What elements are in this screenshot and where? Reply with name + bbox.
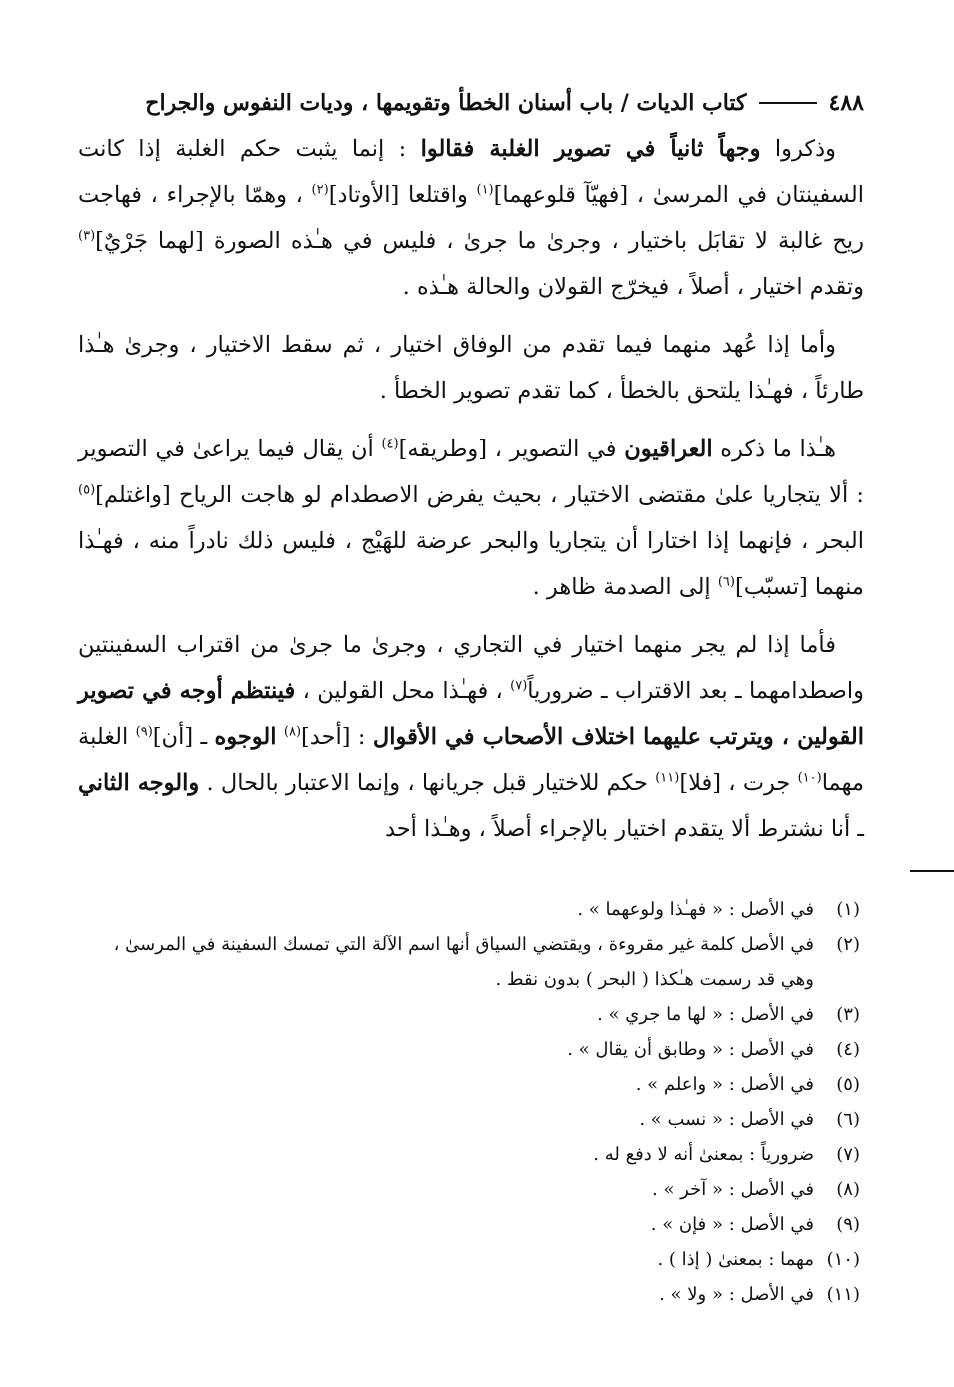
p4-text-h: الغلبة مهما [78, 724, 864, 796]
p1-text-e: ، وهمّا بالإجراء ، فهاجت ريح غالبة لا تقابَل باختيار ، وجرىٰ ما جرىٰ ، فليس في هـٰذه الصورة [لهما جَرْيٌ] [78, 182, 864, 254]
footnote-ref-3: (٣) [78, 228, 96, 244]
paragraph-1 [78, 126, 864, 310]
p1-text-d: واقتلعا [الأوتاد] [328, 182, 477, 208]
footnote-text: في الأصل : « وطابق أن يقال » . [567, 1039, 814, 1060]
footnote [78, 1067, 864, 1102]
footnote-ref-11: (١١) [655, 770, 680, 786]
p1-text-a: وذكروا [760, 136, 836, 162]
footnote [78, 1172, 864, 1207]
footnote-number: (٨) [836, 1179, 860, 1200]
footnote-ref-6: (٦) [717, 574, 735, 590]
running-header [78, 80, 864, 126]
page-number: ٤٨٨ [828, 90, 864, 116]
p3-text-d: أن يقال فيما يراعىٰ في التصوير : ألا يتجاريا علىٰ مقتضى الاختيار ، بحيث يفرض الاصطدام لو هاجت الرياح [واغتلم] [78, 436, 864, 508]
footnote [78, 1242, 864, 1277]
footnote [78, 1102, 864, 1137]
header-title: كتاب الديات / باب أسنان الخطأ وتقويمها ، وديات النفوس والجراح [145, 90, 747, 116]
footnote [78, 997, 864, 1032]
footnote-text: في الأصل : « فإن » . [650, 1214, 814, 1235]
footnote-number: (٤) [836, 1039, 860, 1060]
footnote [78, 927, 864, 997]
footnote-ref-4: (٤) [381, 436, 399, 452]
footnote-ref-7: (٧) [510, 678, 528, 694]
footnotes [78, 892, 864, 1312]
paragraph-4 [78, 622, 864, 852]
footnote [78, 1277, 864, 1312]
footnote-number: (٢) [836, 934, 860, 955]
p3-bold: العراقيون [624, 436, 713, 462]
footnote-ref-8: (٨) [283, 724, 302, 740]
footnote-text: في الأصل : « نسب » . [639, 1109, 814, 1130]
footnote-number: (٣) [836, 1004, 860, 1025]
footnote-ref-10: (١٠) [797, 770, 822, 786]
footnote-number: (٩) [836, 1214, 860, 1235]
footnote-text: مهما : بمعنىٰ ( إذا ) . [657, 1249, 814, 1270]
footnote-ref-9: (٩) [135, 724, 153, 740]
footnote [78, 892, 864, 927]
p4-bold-c: فينتظم أوجه في تصوير القولين ، ويترتب عليهما اختلاف الأصحاب في الأقوال [78, 678, 864, 750]
footnote-number: (١٠) [826, 1249, 860, 1270]
footnote-number: (٥) [836, 1074, 860, 1095]
footnote-ref-2: (٢) [311, 182, 329, 198]
paragraph-3 [78, 426, 864, 610]
p1-bold: وجهاً ثانياً في تصوير الغلبة فقالوا [420, 136, 761, 162]
p4-text-a: فأما إذا لم يجر منهما اختيار في التجاري ، وجرىٰ ما جرىٰ من اقتراب السفينتين واصطدامهما ـ بعد الاقتراب ـ ضرورياً [78, 632, 864, 704]
p4-text-i: جرت ، [فلا] [679, 770, 798, 796]
footnote-text: في الأصل : « ولا » . [659, 1284, 814, 1305]
footnote-number: (٦) [836, 1109, 860, 1130]
p3-text-f: إلى الصدمة ظاهر . [532, 574, 718, 600]
footnote-text: في الأصل : « لها ما جري » . [597, 1004, 814, 1025]
paragraph-2: وأما إذا عُهد منهما فيما تقدم من الوفاق اختيار ، ثم سقط الاختيار ، وجرىٰ هـٰذا طارئاً ، فهـٰذا يلتحق بالخطأ ، كما تقدم تصوير الخطأ . [78, 332, 864, 404]
p3-text-c: في التصوير ، [وطريقه] [398, 436, 625, 462]
footnote-text: في الأصل : « واعلم » . [635, 1074, 814, 1095]
footnote [78, 1137, 864, 1172]
footnote-text: في الأصل : « فهـٰذا ولوعهما » . [577, 899, 814, 920]
page [78, 80, 864, 1312]
header-rule [759, 102, 817, 104]
footnote [78, 1032, 864, 1067]
p3-text-a: هـٰذا ما ذكره [712, 436, 836, 462]
p4-text-g: ـ [أن] [152, 724, 215, 750]
p4-bold-f: الوجوه [214, 724, 277, 750]
footnote [78, 1207, 864, 1242]
footnote-ref-5: (٥) [78, 482, 96, 498]
p4-text-b: ، فهـٰذا محل القولين ، [295, 678, 511, 704]
footnote-number: (١١) [826, 1284, 860, 1305]
main-text [78, 126, 864, 852]
p1-text-c: : إنما يثبت حكم الغلبة إذا كانت السفينتان في المرسىٰ ، [فهيّآ قلوعهما] [78, 136, 864, 208]
footnote-number: (٧) [836, 1144, 860, 1165]
footnote-ref-1: (١) [476, 182, 494, 198]
footnote-number: (١) [836, 899, 860, 920]
p4-text-j: حكم للاختيار قبل جريانها ، وإنما الاعتبار بالحال . [199, 770, 656, 796]
footnote-text: ضرورياً : بمعنىٰ أنه لا دفع له . [593, 1144, 814, 1165]
p3-text-e: البحر ، فإنهما إذا اختارا أن يتجاريا والبحر عرضة للهَيْج ، فليس ذلك نادراً منه ، فهـٰذا منهما [تسبّب] [78, 528, 864, 600]
p4-text-l: ـ أنا نشترط ألا يتقدم اختيار بالإجراء أصلاً ، وهـٰذا أحد [384, 816, 864, 842]
footnote-separator [910, 870, 954, 872]
p4-bold-k: والوجه الثاني [78, 770, 200, 796]
footnote-text: في الأصل : « آخر » . [652, 1179, 814, 1200]
footnote-text: في الأصل كلمة غير مقروءة ، ويقتضي السياق أنها اسم الآلة التي تمسك السفينة في المرسىٰ ، وهي قد رسمت هـٰكذا ( البحر ) بدون نقط . [113, 934, 814, 990]
p4-text-d: : [أحد] [301, 724, 373, 750]
p4-text-e [277, 724, 284, 750]
p1-text-f: وتقدم اختيار ، أصلاً ، فيخرّج القولان والحالة هـٰذه . [402, 274, 864, 300]
